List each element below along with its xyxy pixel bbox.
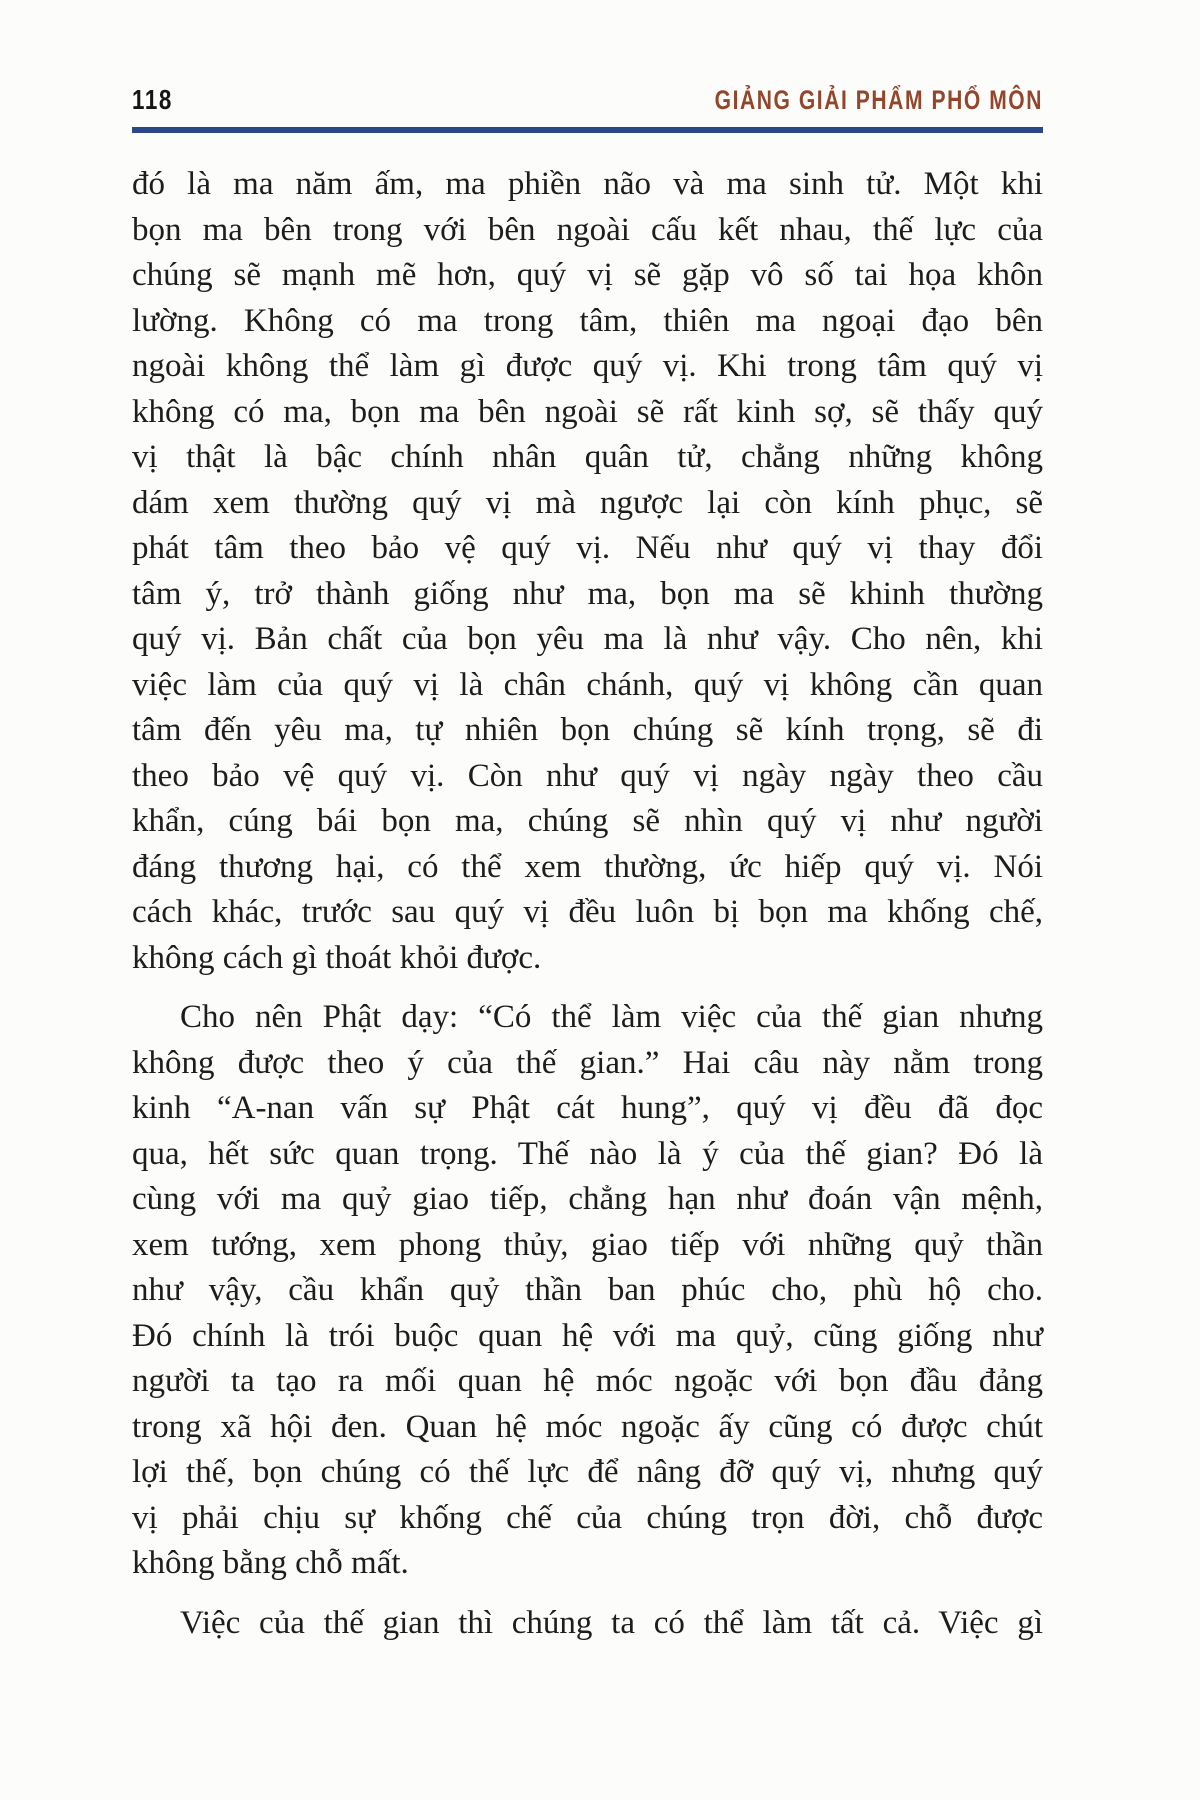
text-line: cùng với ma quỷ giao tiếp, chẳng hạn như đoán vận mệnh, (132, 1181, 1043, 1217)
text-line: chúng sẽ mạnh mẽ hơn, quý vị sẽ gặp vô số tai họa khôn (132, 257, 1043, 293)
text-line: đó là ma năm ấm, ma phiền não và ma sinh tử. Một khi (132, 166, 1043, 202)
text-line: cách khác, trước sau quý vị đều luôn bị bọn ma khống chế, (132, 894, 1043, 930)
text-line: dám xem thường quý vị mà ngược lại còn kính phục, sẽ (132, 484, 1043, 521)
text-line: lường. Không có ma trong tâm, thiên ma ngoại đạo bên (132, 302, 1043, 339)
header-rule (132, 127, 1043, 133)
text-line: như vậy, cầu khẩn quỷ thần ban phúc cho, phù hộ cho. (132, 1272, 1043, 1308)
text-line: trong xã hội đen. Quan hệ móc ngoặc ấy cũng có được chút (132, 1408, 1043, 1445)
text-line: quý vị. Bản chất của bọn yêu ma là như vậy. Cho nên, khi (132, 621, 1043, 657)
text-line: phát tâm theo bảo vệ quý vị. Nếu như quý vị thay đổi (132, 530, 1043, 566)
text-line: qua, hết sức quan trọng. Thế nào là ý của thế gian? Đó là (132, 1135, 1043, 1172)
paragraph (132, 1601, 1043, 1647)
page-number: 118 (132, 84, 173, 115)
page-header (132, 78, 1043, 114)
text-line: ngoài không thể làm gì được quý vị. Khi trong tâm quý vị (132, 348, 1043, 384)
text-line: khẩn, cúng bái bọn ma, chúng sẽ nhìn quý vị như người (132, 803, 1043, 839)
text-line: kinh “A-nan vấn sự Phật cát hung”, quý vị đều đã đọc (132, 1090, 1043, 1126)
text-line: người ta tạo ra mối quan hệ móc ngoặc với bọn đầu đảng (132, 1363, 1043, 1399)
text-line: tâm ý, trở thành giống như ma, bọn ma sẽ khinh thường (132, 575, 1043, 612)
text-line: theo bảo vệ quý vị. Còn như quý vị ngày ngày theo cầu (132, 757, 1043, 794)
text-line: lợi thế, bọn chúng có thế lực để nâng đỡ quý vị, nhưng quý (132, 1454, 1043, 1490)
text-line: việc làm của quý vị là chân chánh, quý vị không cần quan (132, 666, 1043, 703)
text-line: không bằng chỗ mất. (132, 1545, 409, 1581)
paragraph (132, 995, 1043, 1587)
text-line: Đó chính là trói buộc quan hệ với ma quỷ, cũng giống như (132, 1317, 1043, 1354)
text-line: vị thật là bậc chính nhân quân tử, chẳng những không (132, 439, 1043, 475)
text-line: không có ma, bọn ma bên ngoài sẽ rất kinh sợ, sẽ thấy quý (132, 393, 1043, 430)
text-line: xem tướng, xem phong thủy, giao tiếp với những quỷ thần (132, 1226, 1043, 1263)
text-line: vị phải chịu sự khống chế của chúng trọn đời, chỗ được (132, 1499, 1043, 1536)
text-line: không được theo ý của thế gian.” Hai câu này nằm trong (132, 1044, 1043, 1081)
text-line: bọn ma bên trong với bên ngoài cấu kết nhau, thế lực của (132, 211, 1043, 248)
running-title: GIẢNG GIẢI PHẨM PHỔ MÔN (714, 85, 1043, 115)
page-body (132, 162, 1043, 1660)
text-line: tâm đến yêu ma, tự nhiên bọn chúng sẽ kính trọng, sẽ đi (132, 712, 1043, 748)
text-line: Việc của thế gian thì chúng ta có thể làm tất cả. Việc gì (180, 1604, 1043, 1641)
text-line: đáng thương hại, có thể xem thường, ức hiếp quý vị. Nói (132, 848, 1043, 885)
text-line: không cách gì thoát khỏi được. (132, 939, 542, 976)
text-line: Cho nên Phật dạy: “Có thể làm việc của thế gian nhưng (180, 999, 1043, 1035)
paragraph (132, 162, 1043, 981)
